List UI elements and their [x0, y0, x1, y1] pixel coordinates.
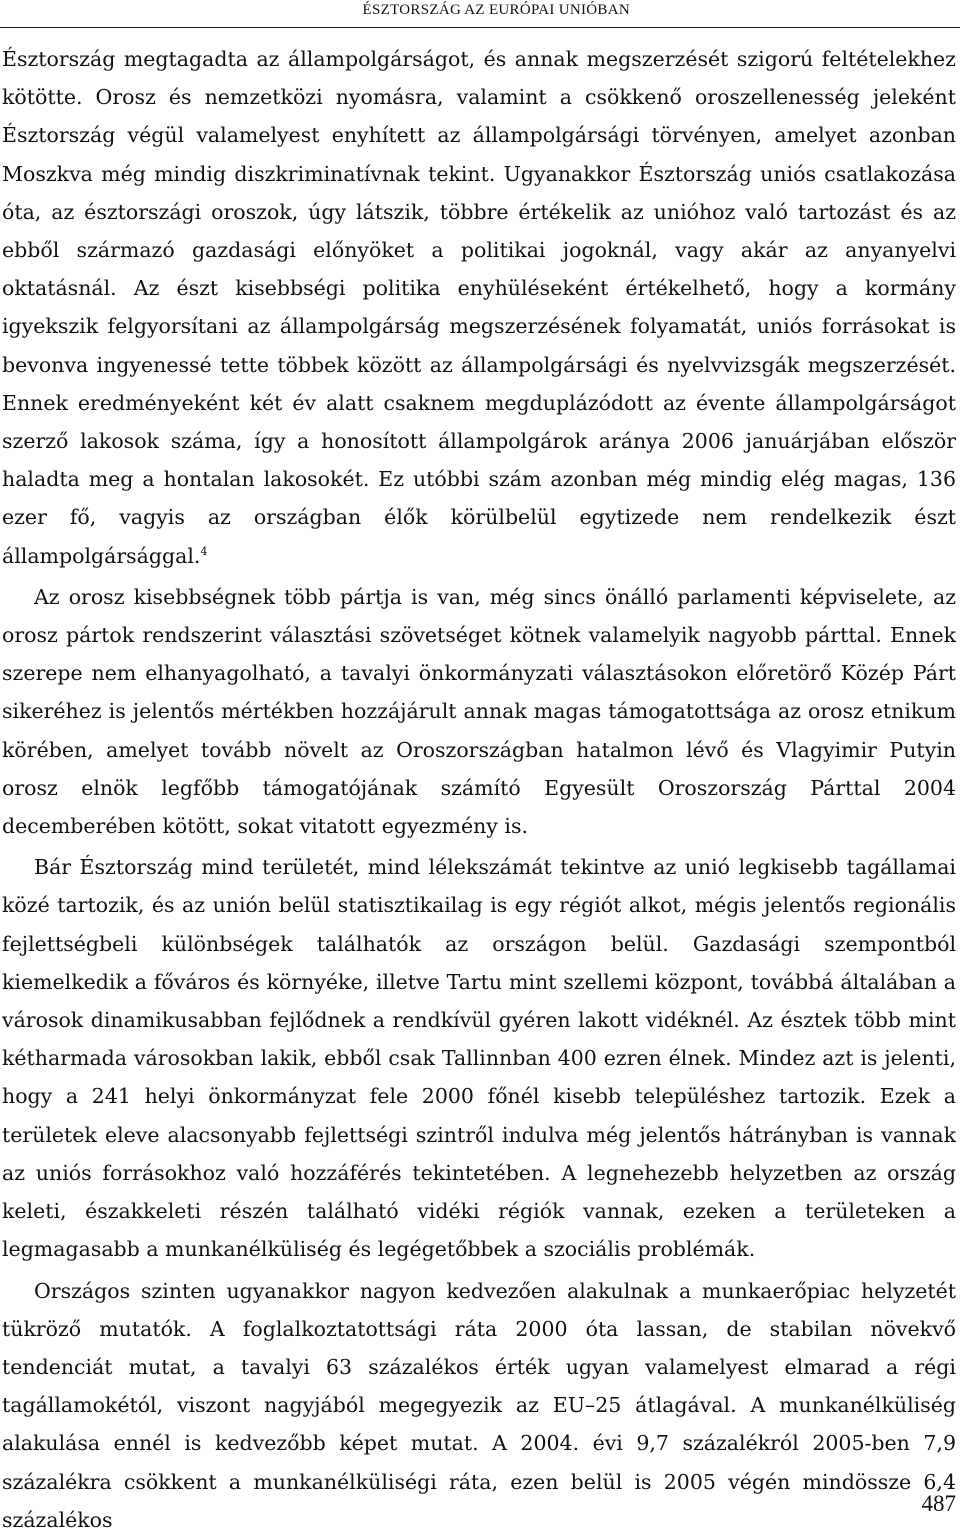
- paragraph-1: [2, 40, 956, 575]
- footnote-ref-4[interactable]: 4: [200, 544, 208, 558]
- page-number: 487: [921, 1491, 956, 1516]
- header-rule: [0, 27, 960, 28]
- paragraph-1-text: Észtország megtagadta az állampolgárságot, és annak megszerzését szigorú feltételekhez kötötte. Orosz és nemzetközi nyomásra, valamint a csökkenő oroszellenesség jeleként Észtország végül valamelyest enyhített az állampolgársági törvényen, amelyet azonban Moszkva még mindig diszkriminatívnak tekint. Ugyanakkor Észtország uniós csatlakozása óta, az észtországi oroszok, úgy látszik, többre értékelik az unióhoz való tartozást és az ebből származó gazdasági előnyöket a politikai jogoknál, vagy akár az anyanyelvi oktatásnál. Az észt kisebbségi politika enyhüléseként értékelhető, hogy a kormány igyekszik felgyorsítani az állampolgárság megszerzésének folyamatát, uniós forrásokat is bevonva ingyenessé tette többek között az állampolgársági és nyelvvizsgák megszerzését. Ennek eredményeként két év alatt csaknem megduplázódott az évente állampolgárságot szerző lakosok száma, így a honosított állampolgárok aránya 2006 januárjában először haladta meg a hontalan lakosokét. Ez utóbbi szám azonban még mindig elég magas, 136 ezer fő, vagyis az országban élők körülbelül egytizede nem rendelkezik észt állampolgársággal.: [2, 47, 956, 568]
- running-header: ÉSZTORSZÁG AZ EURÓPAI UNIÓBAN: [362, 2, 630, 18]
- body-text: [2, 40, 956, 1539]
- paragraph-3: Bár Észtország mind területét, mind lélekszámát tekintve az unió legkisebb tagállamai közé tartozik, és az unión belül statisztikailag is egy régiót alkot, mégis jelentős regionális fejlettségbeli különbségek találhatók az országon belül. Gazdasági szempontból kiemelkedik a főváros és környéke, illetve Tartu mint szellemi központ, továbbá általában a városok dinamikusabban fejlődnek a rendkívül gyéren lakott vidéknél. Az észtek több mint kétharmada városokban lakik, ebből csak Tallinnban 400 ezren élnek. Mindez azt is jelenti, hogy a 241 helyi önkormányzat fele 2000 főnél kisebb településhez tartozik. Ezek a területek eleve alacsonyabb fejlettségi szintről indulva még jelentős hátrányban is vannak az uniós forrásokhoz való hozzáférés tekintetében. A legnehezebb helyzetben az ország keleti, északkeleti részén található vidéki régiók vannak, ezeken a területeken a legmagasabb a munkanélküliség és legégetőbbek a szociális problémák.: [2, 855, 956, 1262]
- paragraph-2: Az orosz kisebbségnek több pártja is van, még sincs önálló parlamenti képviselete, az orosz pártok rendszerint választási szövetséget kötnek valamelyik nagyobb párttal. Ennek szerepe nem elhanyagolható, a tavalyi önkormányzati választásokon előretörő Közép Párt sikeréhez is jelentős mértékben hozzájárult annak magas támogatottsága az orosz etnikum körében, amelyet tovább növelt az Oroszországban hatalmon lévő és Vlagyimir Putyin orosz elnök legfőbb támogatójának számító Egyesült Oroszország Párttal 2004 decemberében kötött, sokat vitatott egyezmény is.: [2, 584, 956, 839]
- paragraph-4: Országos szinten ugyanakkor nagyon kedvezően alakulnak a munkaerőpiac helyzetét tükröző mutatók. A foglalkoztatottsági ráta 2000 óta lassan, de stabilan növekvő tendenciát mutat, a tavalyi 63 százalékos érték ugyan valamelyest elmarad a régi tagállamokétól, viszont nagyjából megegyezik az EU–25 átlagával. A munkanélküliség alakulása ennél is kedvezőbb képet mutat. A 2004. évi 9,7 százalékról 2005-ben 7,9 százalékra csökkent a munkanélküliségi ráta, ezen belül is 2005 végén mindössze 6,4 százalékos: [2, 1278, 956, 1532]
